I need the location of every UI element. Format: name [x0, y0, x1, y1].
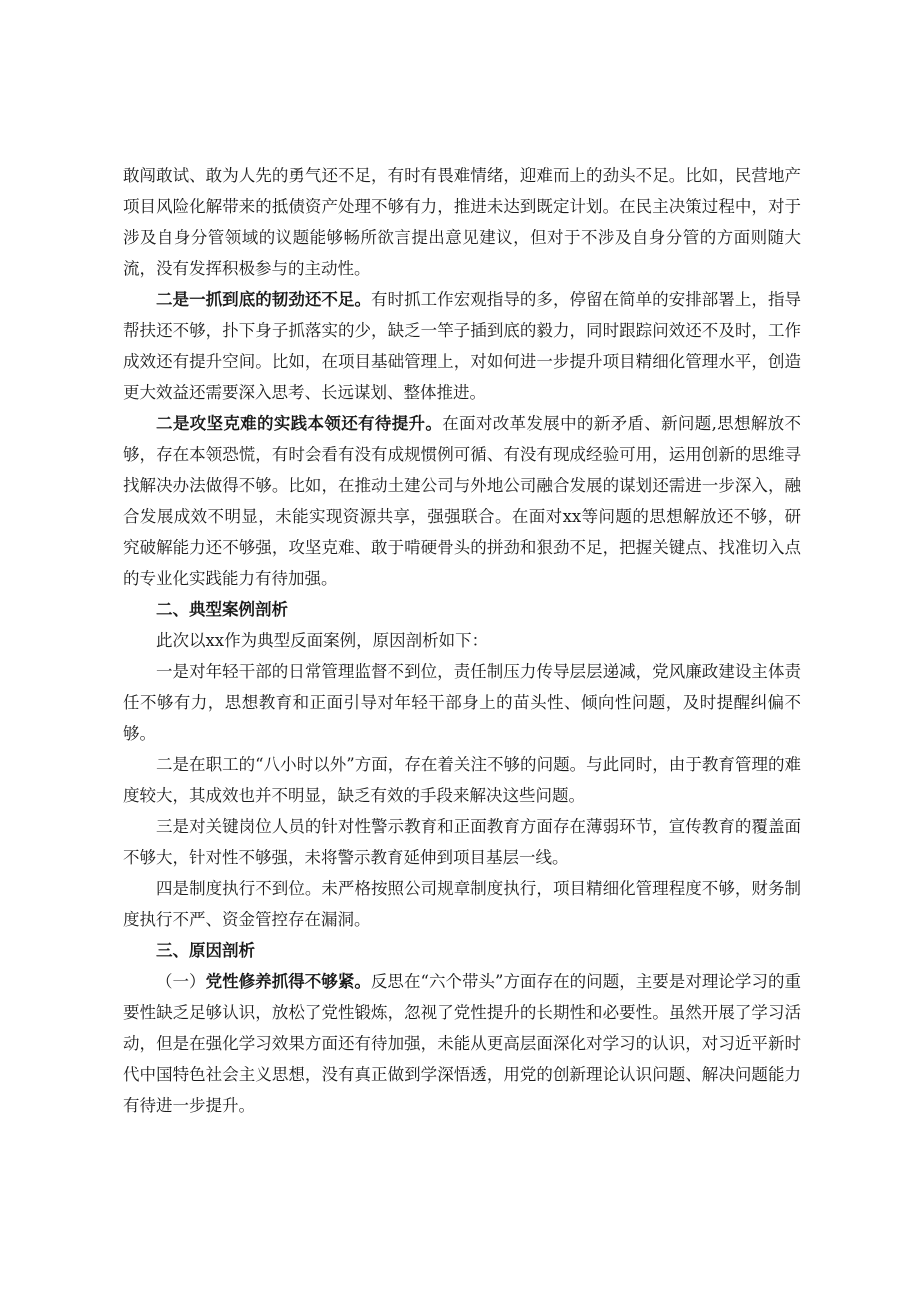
section-heading-2: 二、典型案例剖析: [156, 600, 288, 619]
paragraph-6: 二是在职工的“八小时以外”方面，存在着关注不够的问题。与此同时，由于教育管理的难度较大，其成效也并不明显，缺乏有效的手段来解决这些问题。: [123, 755, 801, 805]
paragraph-3-lead: 二是攻坚克难的实践本领还有待提升。: [156, 414, 443, 433]
paragraph-4: 此次以xx作为典型反面案例，原因剖析如下：: [156, 631, 489, 650]
paragraph-9-prefix: （一）: [156, 972, 206, 991]
paragraph-2-body: 有时抓工作宏观指导的多，停留在简单的安排部署上，指导帮扶还不够，扑下身子抓落实的少，缺乏一竿子插到底的毅力，同时跟踪问效还不及时，工作成效还有提升空间。比如，在项目基础管理上，对如何进一步提升项目精细化管理水平，创造更大效益还需要深入思考、长远谋划、整体推进。: [123, 290, 802, 402]
paragraph-3-body: 在面对改革发展中的新矛盾、新问题,思想解放不够，存在本领恐慌，有时会看有没有成规惯例可循、有没有现成经验可用，运用创新的思维寻找解决办法做得不够。比如，在推动土建公司与外地公司融合发展的谋划还需进一步深入，融合发展成效不明显，未能实现资源共享，强强联合。在面对xx等问题的思想解放还不够，研究破解能力还不够强，攻坚克难、敢于啃硬骨头的拼劲和狠劲不足，把握关键点、找准切入点的专业化实践能力有待加强。: [123, 414, 802, 588]
paragraph-3: [123, 408, 801, 594]
paragraph-2: [123, 284, 801, 408]
paragraph-9-body: 反思在“六个带头”方面存在的问题，主要是对理论学习的重要性缺乏足够认识，放松了党性锻炼，忽视了党性提升的长期性和必要性。虽然开展了学习活动，但是在强化学习效果方面还有待加强，未能从更高层面深化对学习的认识，对习近平新时代中国特色社会主义思想，没有真正做到学深悟透，用党的创新理论认识问题、解决问题能力有待进一步提升。: [123, 972, 802, 1115]
paragraph-8: 四是制度执行不到位。未严格按照公司规章制度执行，项目精细化管理程度不够，财务制度执行不严、资金管控存在漏洞。: [123, 879, 801, 929]
paragraph-7: 三是对关键岗位人员的针对性警示教育和正面教育方面存在薄弱环节，宣传教育的覆盖面不够大，针对性不够强，未将警示教育延伸到项目基层一线。: [123, 817, 801, 867]
paragraph-5: 一是对年轻干部的日常管理监督不到位，责任制压力传导层层递减，党风廉政建设主体责任不够有力，思想教育和正面引导对年轻干部身上的苗头性、倾向性问题，及时提醒纠偏不够。: [123, 662, 801, 743]
document-body: [123, 160, 801, 1121]
section-heading-3: 三、原因剖析: [156, 941, 255, 960]
paragraph-9: [123, 966, 801, 1121]
paragraph-2-lead: 二是一抓到底的韧劲还不足。: [156, 290, 372, 309]
paragraph-1: 敢闯敢试、敢为人先的勇气还不足，有时有畏难情绪，迎难而上的劲头不足。比如，民营地产项目风险化解带来的抵债资产处理不够有力，推进未达到既定计划。在民主决策过程中，对于涉及自身分管领域的议题能够畅所欲言提出意见建议，但对于不涉及自身分管的方面则随大流，没有发挥积极参与的主动性。: [123, 166, 801, 278]
paragraph-9-lead: 党性修养抓得不够紧。: [205, 972, 371, 991]
